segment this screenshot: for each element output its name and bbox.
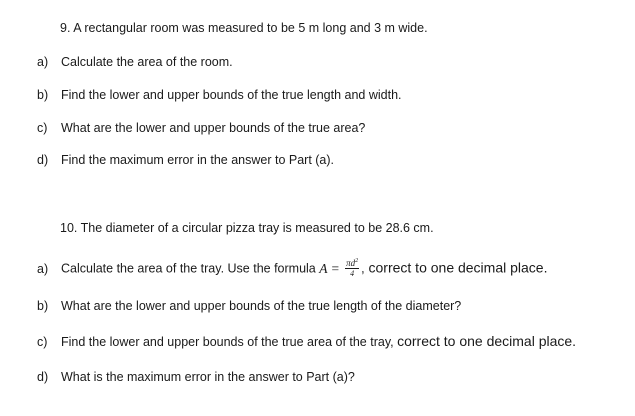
part-text: Find the lower and upper bounds of the true length and width. — [61, 88, 402, 102]
question-10-heading: 10. The diameter of a circular pizza tray is measured to be 28.6 cm. — [60, 221, 434, 235]
part-text: What is the maximum error in the answer to Part (a)? — [61, 370, 355, 384]
formula-numerator — [345, 257, 359, 269]
q9-part-c — [37, 120, 365, 136]
part-letter: c) — [37, 121, 48, 135]
formula-denominator: 4 — [350, 269, 355, 278]
formula-comma: , — [361, 261, 365, 276]
part-text: What are the lower and upper bounds of the true area? — [61, 121, 366, 135]
part-letter: c) — [37, 335, 48, 349]
part-text-emphasis: correct to one decimal place. — [364, 259, 548, 276]
formula-fraction — [345, 257, 359, 278]
part-letter: d) — [37, 370, 49, 384]
part-text: Calculate the area of the tray. Use the formula — [61, 261, 320, 276]
formula-lhs: A = — [319, 260, 340, 276]
part-letter: a) — [37, 261, 49, 276]
part-letter: d) — [37, 153, 49, 167]
part-text: Find the lower and upper bounds of the true area of the tray, — [61, 335, 398, 349]
part-letter: b) — [37, 88, 49, 102]
q9-part-d — [37, 152, 334, 168]
part-text: Calculate the area of the room. — [61, 55, 233, 69]
part-text-emphasis: correct to one decimal place. — [397, 333, 577, 349]
formula-numerator-text: πd — [346, 258, 356, 268]
q10-part-b — [37, 298, 461, 314]
q10-part-d — [37, 369, 355, 385]
question-9-heading: 9. A rectangular room was measured to be 5 m long and 3 m wide. — [60, 21, 428, 35]
part-letter: b) — [37, 299, 49, 313]
q9-part-b — [37, 87, 402, 103]
part-text: What are the lower and upper bounds of the true length of the diameter? — [61, 299, 462, 313]
area-formula — [319, 258, 361, 278]
q10-part-a — [37, 259, 547, 280]
q9-part-a — [37, 54, 233, 70]
formula-exponent: 2 — [355, 258, 359, 264]
part-text: Find the maximum error in the answer to Part (a). — [61, 153, 335, 167]
part-letter: a) — [37, 55, 49, 69]
q10-part-c — [37, 333, 576, 350]
